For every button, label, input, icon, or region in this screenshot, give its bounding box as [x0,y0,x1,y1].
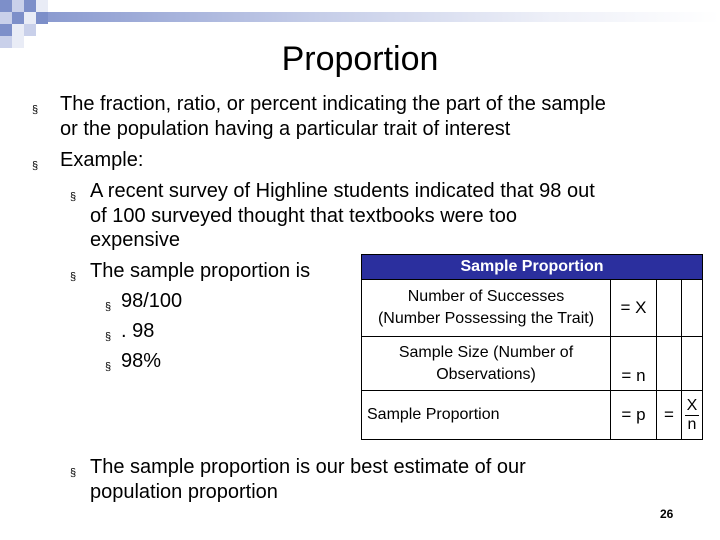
label-line: (Number Possessing the Trait) [377,310,595,328]
table-cell-empty [657,280,682,337]
table-row [362,336,703,391]
bullet-marker: § [70,271,77,283]
deco-square [0,24,12,36]
fraction [685,397,700,434]
table-cell-eq [611,280,657,337]
bullet-marker: § [32,104,39,116]
deco-square [24,24,36,36]
bullet-text: A recent survey of Highline students indicated that 98 out [90,180,595,202]
deco-square [24,12,36,24]
slide-title-text: Proportion [281,40,439,78]
table-cell-empty [682,280,703,337]
table-cell-label [362,336,611,391]
bullet-text: 98/100 [121,290,183,312]
table-header: Sample Proportion [362,255,703,280]
table-cell-empty [682,336,703,391]
bullet-marker: § [70,467,77,479]
bullet-text: The sample proportion is our best estimate of our [90,456,526,478]
deco-square [12,12,24,24]
deco-square [12,24,24,36]
bullet-text: The fraction, ratio, or percent indicating the part of the sample [60,93,606,115]
deco-square [0,0,12,12]
bullet-text: expensive [90,229,181,251]
bullet-marker: § [105,361,112,373]
page-number: 26 [660,507,674,521]
table-cell-label: Sample Proportion [362,391,611,440]
bullet-marker: § [105,301,112,313]
equals-sign: = [620,298,631,318]
slide-title [0,40,720,79]
symbol: p [636,405,646,425]
table-cell-eq [611,336,657,391]
bullet-text: population proportion [90,481,278,503]
table-cell-eq2: = [657,391,682,440]
sample-proportion-table [361,254,703,440]
header-gradient-bar [48,12,720,22]
label-line: Observations) [436,365,536,383]
table-cell-fraction [682,391,703,440]
bullet-text: or the population having a particular trait of interest [60,118,511,140]
fraction-numerator: X [686,396,698,414]
bullet-marker: § [105,331,112,343]
label-line: Sample Size (Number of [398,343,574,361]
table-header-row [362,255,703,280]
bullet-text: 98% [121,350,162,372]
table-cell-eq [611,391,657,440]
table-row [362,280,703,337]
bullet-marker: § [32,160,39,172]
label-line: Number of Successes [407,288,565,306]
deco-square [12,0,24,12]
table-cell-label [362,280,611,337]
deco-square [24,0,36,12]
equals-sign: = [621,366,632,386]
symbol: n [636,366,646,386]
equals-sign: = [621,405,632,425]
symbol: X [635,298,647,318]
fraction-denominator: n [687,415,697,433]
table-cell-empty [657,336,682,391]
table-row [362,391,703,440]
deco-square [36,0,48,12]
deco-square [36,12,48,24]
bullet-marker: § [70,191,77,203]
deco-square [0,12,12,24]
bullet-text: . 98 [121,320,155,342]
bullet-text: Example: [60,149,144,171]
bullet-text: of 100 surveyed thought that textbooks were too [90,205,517,227]
bullet-text: The sample proportion is [90,260,311,282]
